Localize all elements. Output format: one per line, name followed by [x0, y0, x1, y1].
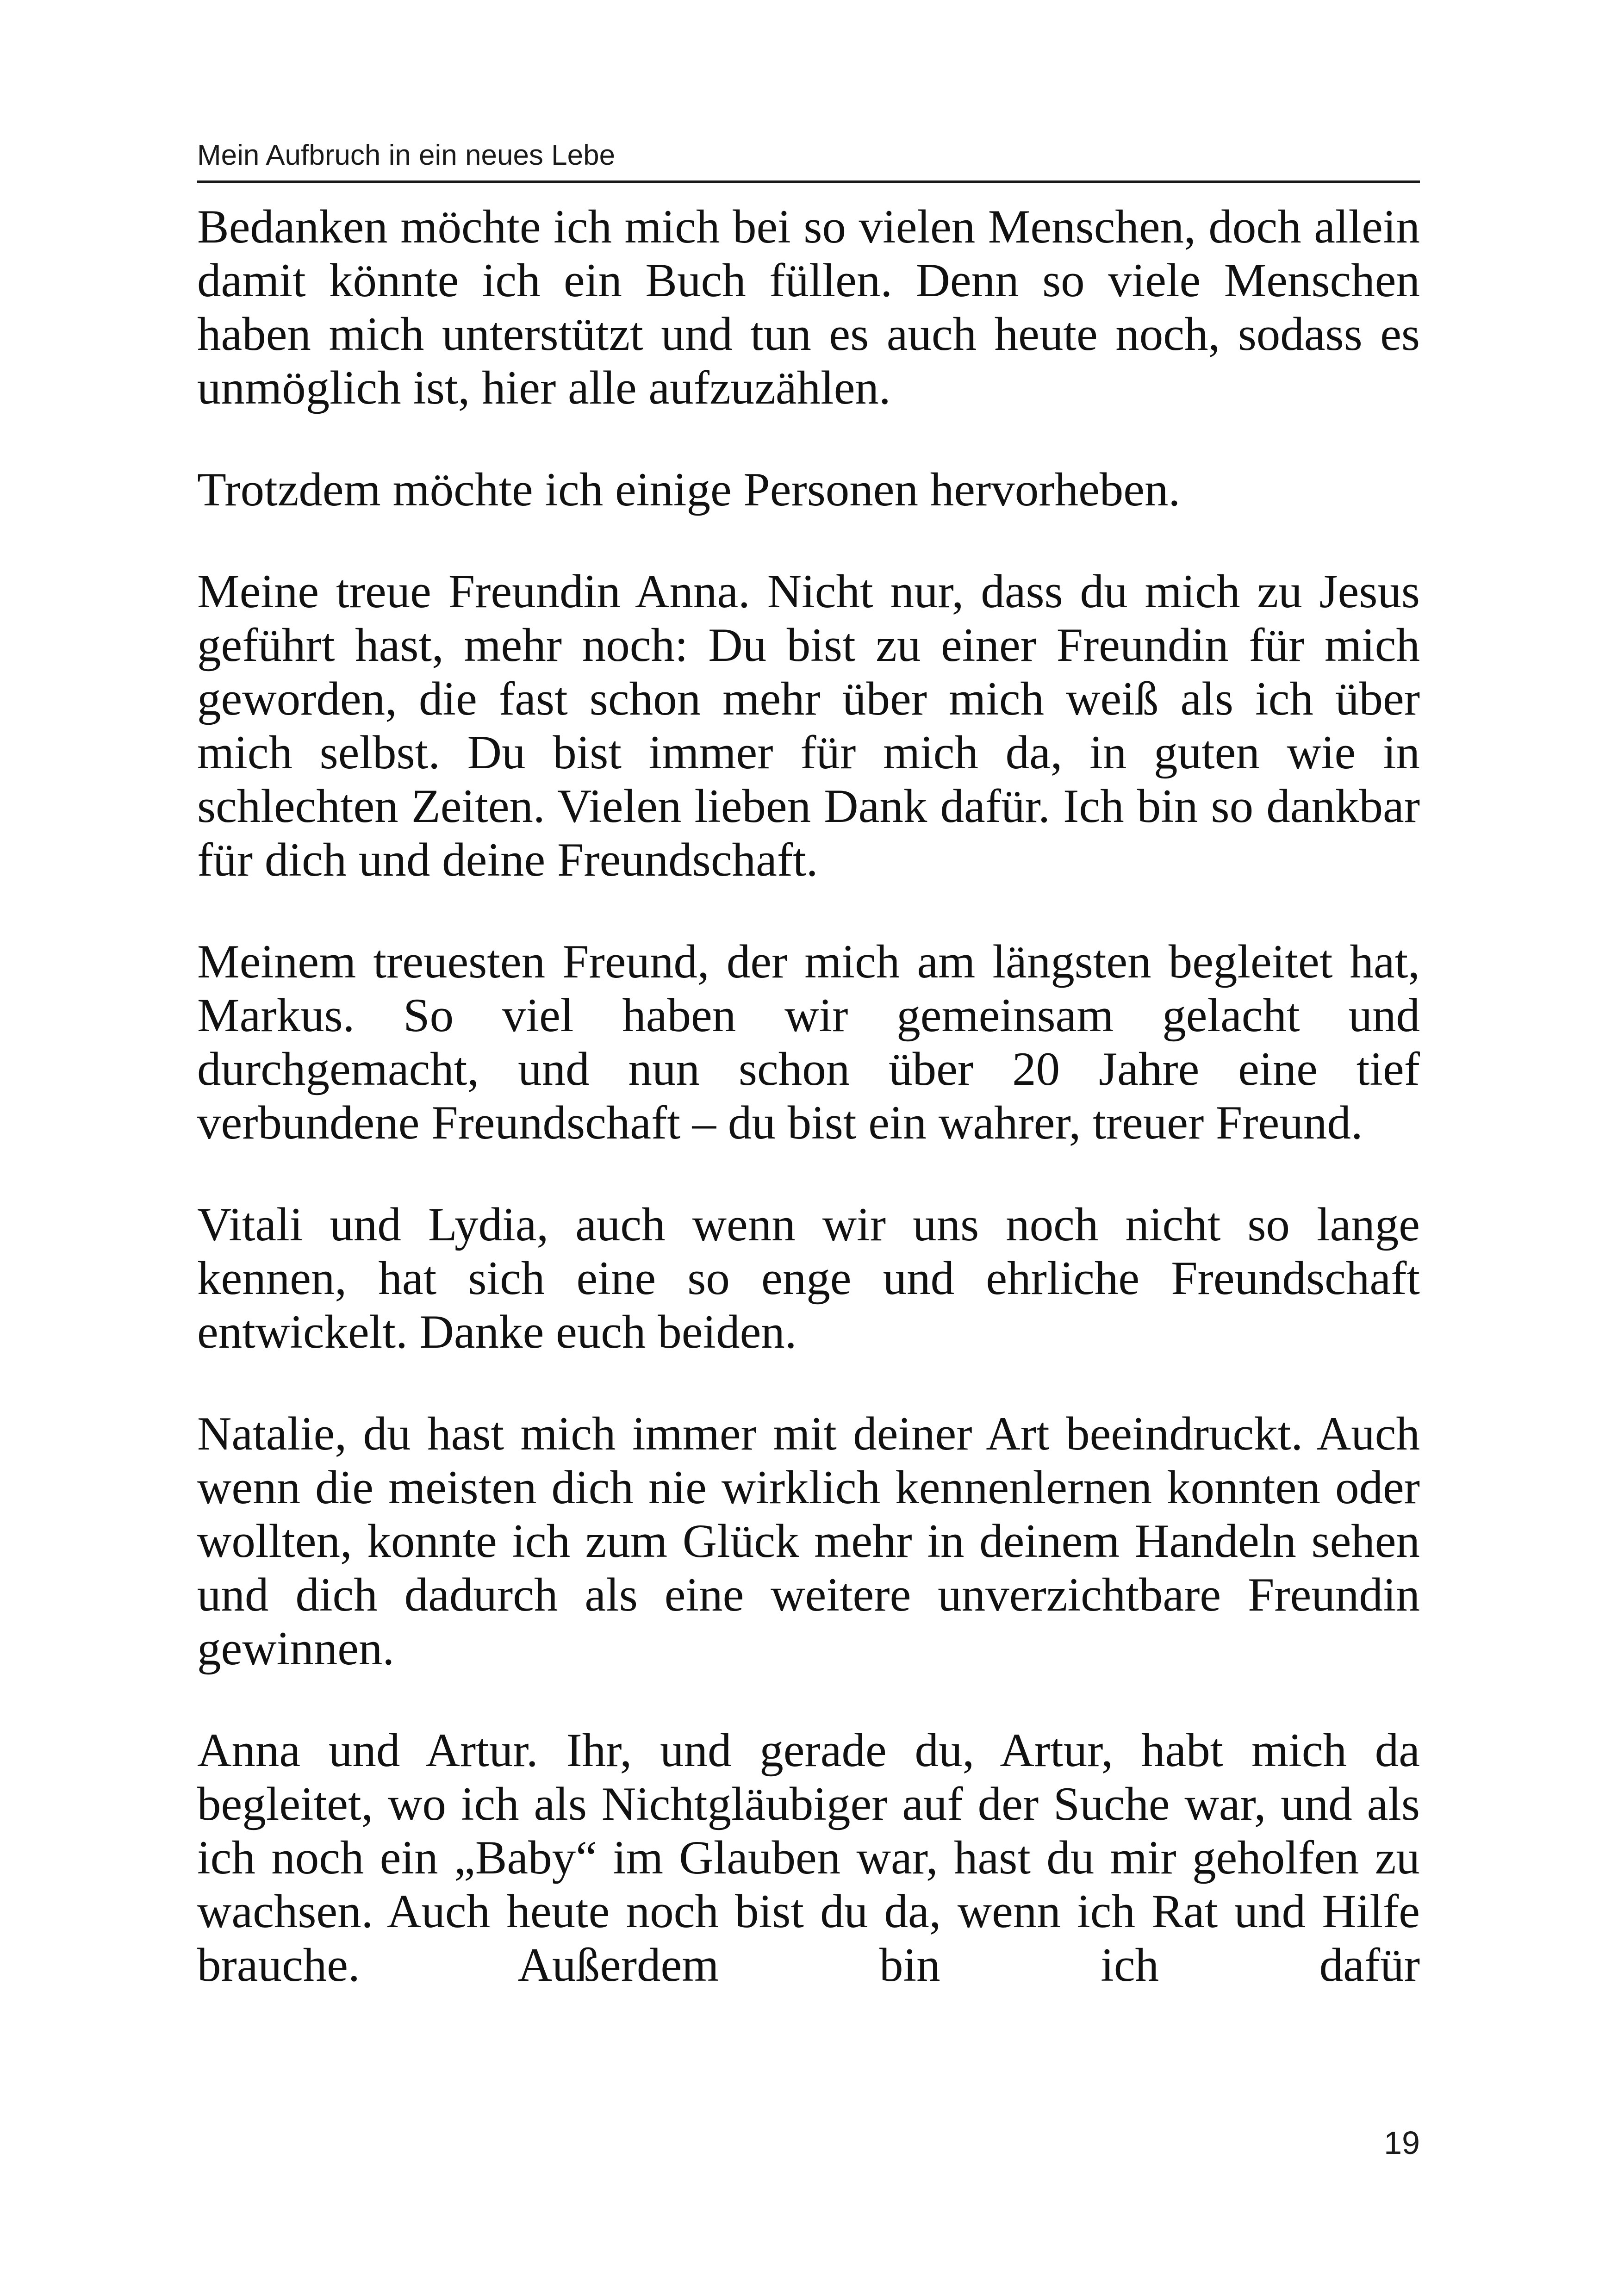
paragraph: Anna und Artur. Ihr, und gerade du, Artur, habt mich da begleitet, wo ich als Nichtgläubiger auf der Suche war, und als ich noch ein „Baby“ im Glauben war, hast du mir geholfen zu wachsen. Auch heute noch bist du da, wenn ich Rat und Hilfe brauche. Außerdem bin ich dafür [197, 1724, 1420, 1991]
header-rule [197, 180, 1420, 183]
running-header: Mein Aufbruch in ein neues Lebe [197, 139, 616, 171]
paragraph: Bedanken möchte ich mich bei so vielen Menschen, doch allein damit könnte ich ein Buch füllen. Denn so viele Menschen haben mich unterstützt und tun es auch heute noch, sodass es unmöglich ist, hier alle aufzuzählen. [197, 200, 1420, 414]
paragraph: Trotzdem möchte ich einige Personen hervorheben. [197, 463, 1181, 516]
paragraph: Meine treue Freundin Anna. Nicht nur, dass du mich zu Jesus geführt hast, mehr noch: Du bist zu einer Freundin für mich geworden, die fast schon mehr über mich weiß als ich über mich selbst. Du bist immer für mich da, in guten wie in schlechten Zeiten. Vielen lieben Dank dafür. Ich bin so dankbar für dich und deine Freundschaft. [197, 565, 1420, 886]
paragraph: Meinem treuesten Freund, der mich am längsten begleitet hat, Markus. So viel haben wir gemeinsam gelacht und durchgemacht, und nun schon über 20 Jahre eine tief verbundene Freundschaft – du bist ein wahrer, treuer Freund. [197, 935, 1420, 1149]
body-text [197, 200, 1420, 1992]
paragraph: Natalie, du hast mich immer mit deiner Art beeindruckt. Auch wenn die meisten dich nie wirklich kennenlernen konnten oder wollten, konnte ich zum Glück mehr in deinem Handeln sehen und dich dadurch als eine weitere unverzichtbare Freundin gewinnen. [197, 1407, 1420, 1675]
page-number: 19 [1384, 2125, 1420, 2161]
paragraph: Vitali und Lydia, auch wenn wir uns noch nicht so lange kennen, hat sich eine so enge und ehrliche Freundschaft entwickelt. Danke euch beiden. [197, 1198, 1420, 1358]
